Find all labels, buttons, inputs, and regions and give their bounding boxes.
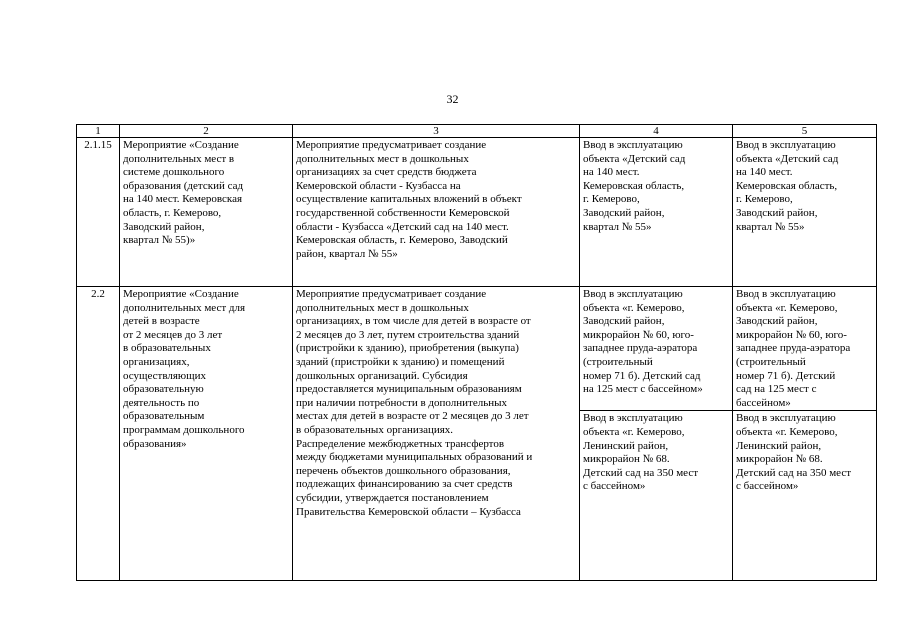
header-row (77, 125, 877, 138)
table-row (77, 138, 877, 287)
program-table (76, 124, 877, 581)
result-col4-a: Ввод в эксплуатацию объекта «г. Кемерово, Заводский район, микрорайон № 60, юго- западнее пруда-аэратора (строительный номер 71 б). Детский сад на 125 мест с бассейном» (580, 287, 733, 411)
header-cell-4: 4 (580, 125, 733, 138)
row-number: 2.2 (77, 287, 120, 581)
page-number: 32 (446, 92, 459, 106)
header-cell-1: 1 (77, 125, 120, 138)
result-col4: Ввод в эксплуатацию объекта «Детский сад на 140 мест. Кемеровская область, г. Кемерово, Заводский район, квартал № 55» (580, 138, 733, 287)
result-col5: Ввод в эксплуатацию объекта «Детский сад на 140 мест. Кемеровская область, г. Кемерово, Заводский район, квартал № 55» (733, 138, 877, 287)
event-name: Мероприятие «Создание дополнительных мест в системе дошкольного образования (детский сад на 140 мест. Кемеровская область, г. Кемерово, Заводский район, квартал № 55)» (120, 138, 293, 287)
table-row (77, 287, 877, 411)
result-col4-b: Ввод в эксплуатацию объекта «г. Кемерово, Ленинский район, микрорайон № 68. Детский сад на 350 мест с бассейном» (580, 411, 733, 581)
event-description: Мероприятие предусматривает создание дополнительных мест в дошкольных организациях, в том числе для детей в возрасте от 2 месяцев до 3 лет, путем строительства зданий (пристройки к зданию), приобретения (выкупа) зданий (пристройки к зданию) и помещений дошкольных организаций. Субсидия предоставляется муниципальным образованиям при наличии потребности в дополнительных местах для детей в возрасте от 2 месяцев до 3 лет в образовательных организациях. Распределение межбюджетных трансфертов между бюджетами муниципальных образований и перечень объектов дошкольного образования, подлежащих финансированию за счет средств субсидии, утверждается постановлением Правительства Кемеровской области – Кузбасса (293, 287, 580, 581)
row-number: 2.1.15 (77, 138, 120, 287)
header-cell-2: 2 (120, 125, 293, 138)
event-name: Мероприятие «Создание дополнительных мест для детей в возрасте от 2 месяцев до 3 лет в образовательных организациях, осуществляющих образовательную деятельность по образовательным программам дошкольного образования» (120, 287, 293, 581)
result-col5-b: Ввод в эксплуатацию объекта «г. Кемерово, Ленинский район, микрорайон № 68. Детский сад на 350 мест с бассейном» (733, 411, 877, 581)
header-cell-3: 3 (293, 125, 580, 138)
event-description: Мероприятие предусматривает создание дополнительных мест в дошкольных организациях за счет средств бюджета Кемеровской области - Кузбасса на осуществление капитальных вложений в объект государственной собственности Кемеровской области - Кузбасса «Детский сад на 140 мест. Кемеровская область, г. Кемерово, Заводский район, квартал № 55» (293, 138, 580, 287)
header-cell-5: 5 (733, 125, 877, 138)
result-col5-a: Ввод в эксплуатацию объекта «г. Кемерово, Заводский район, микрорайон № 60, юго- западнее пруда-аэратора (строительный номер 71 б). Детский сад на 125 мест с бассейном» (733, 287, 877, 411)
